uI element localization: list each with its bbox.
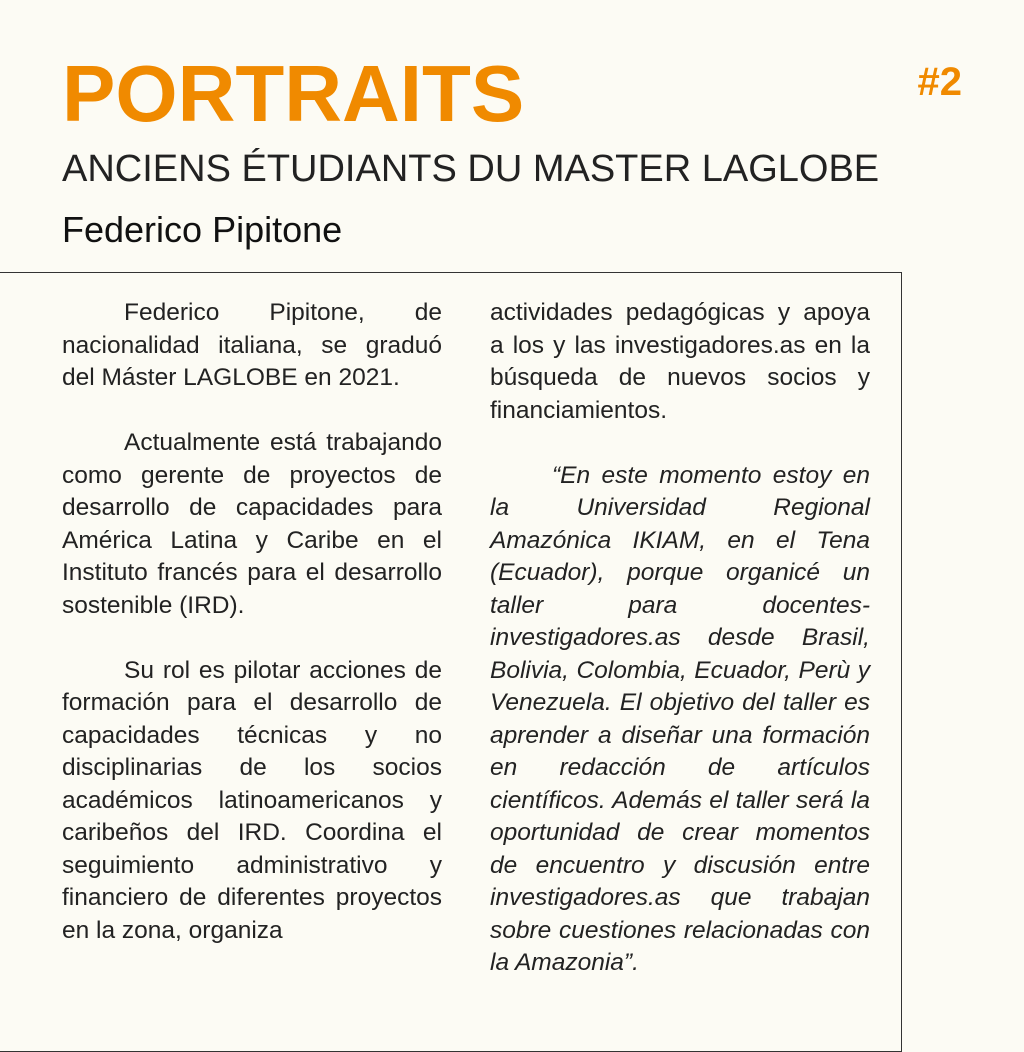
- article-left-column: [62, 297, 442, 980]
- issue-number: #2: [917, 60, 962, 104]
- paragraph-role-continuation: actividades pedagógicas y apoya a los y las investigadores.as en la búsqueda de nuevos socios y financiamientos.: [490, 299, 870, 424]
- paragraph-role: Su rol es pilotar acciones de formación para el desarrollo de capacidades técnicas y no disciplinarias de los socios académicos latinoamericanos y caribeños del IRD. Coordina el seguimiento administrativo y financiero de diferentes proyectos en la zona, organiza: [62, 656, 442, 944]
- article-right-column: [490, 297, 870, 1012]
- page-title: PORTRAITS: [62, 49, 525, 138]
- paragraph-current-job: Actualmente está trabajando como gerente de proyectos de desarrollo de capacidades para América Latina y Caribe en el Instituto francés para el desarrollo sostenible (IRD).: [62, 429, 442, 619]
- paragraph-intro: Federico Pipitone, de nacionalidad italiana, se graduó del Máster LAGLOBE en 2021.: [62, 299, 442, 391]
- paragraph-quote: “En este momento estoy en la Universidad Regional Amazónica IKIAM, en el Tena (Ecuador), porque organicé un taller para docentes-investigadores.as desde Brasil, Bolivia, Colombia, Ecuador, Perù y Venezuela. El objetivo del taller es aprender a diseñar una formación en redacción de artículos científicos. Además el taller será la oportunidad de crear momentos de encuentro y discusión entre investigadores.as que trabajan sobre cuestiones relacionadas con la Amazonia”.: [490, 461, 870, 976]
- person-name: Federico Pipitone: [62, 209, 343, 250]
- page-subtitle: ANCIENS ÉTUDIANTS DU MASTER LAGLOBE: [62, 148, 880, 190]
